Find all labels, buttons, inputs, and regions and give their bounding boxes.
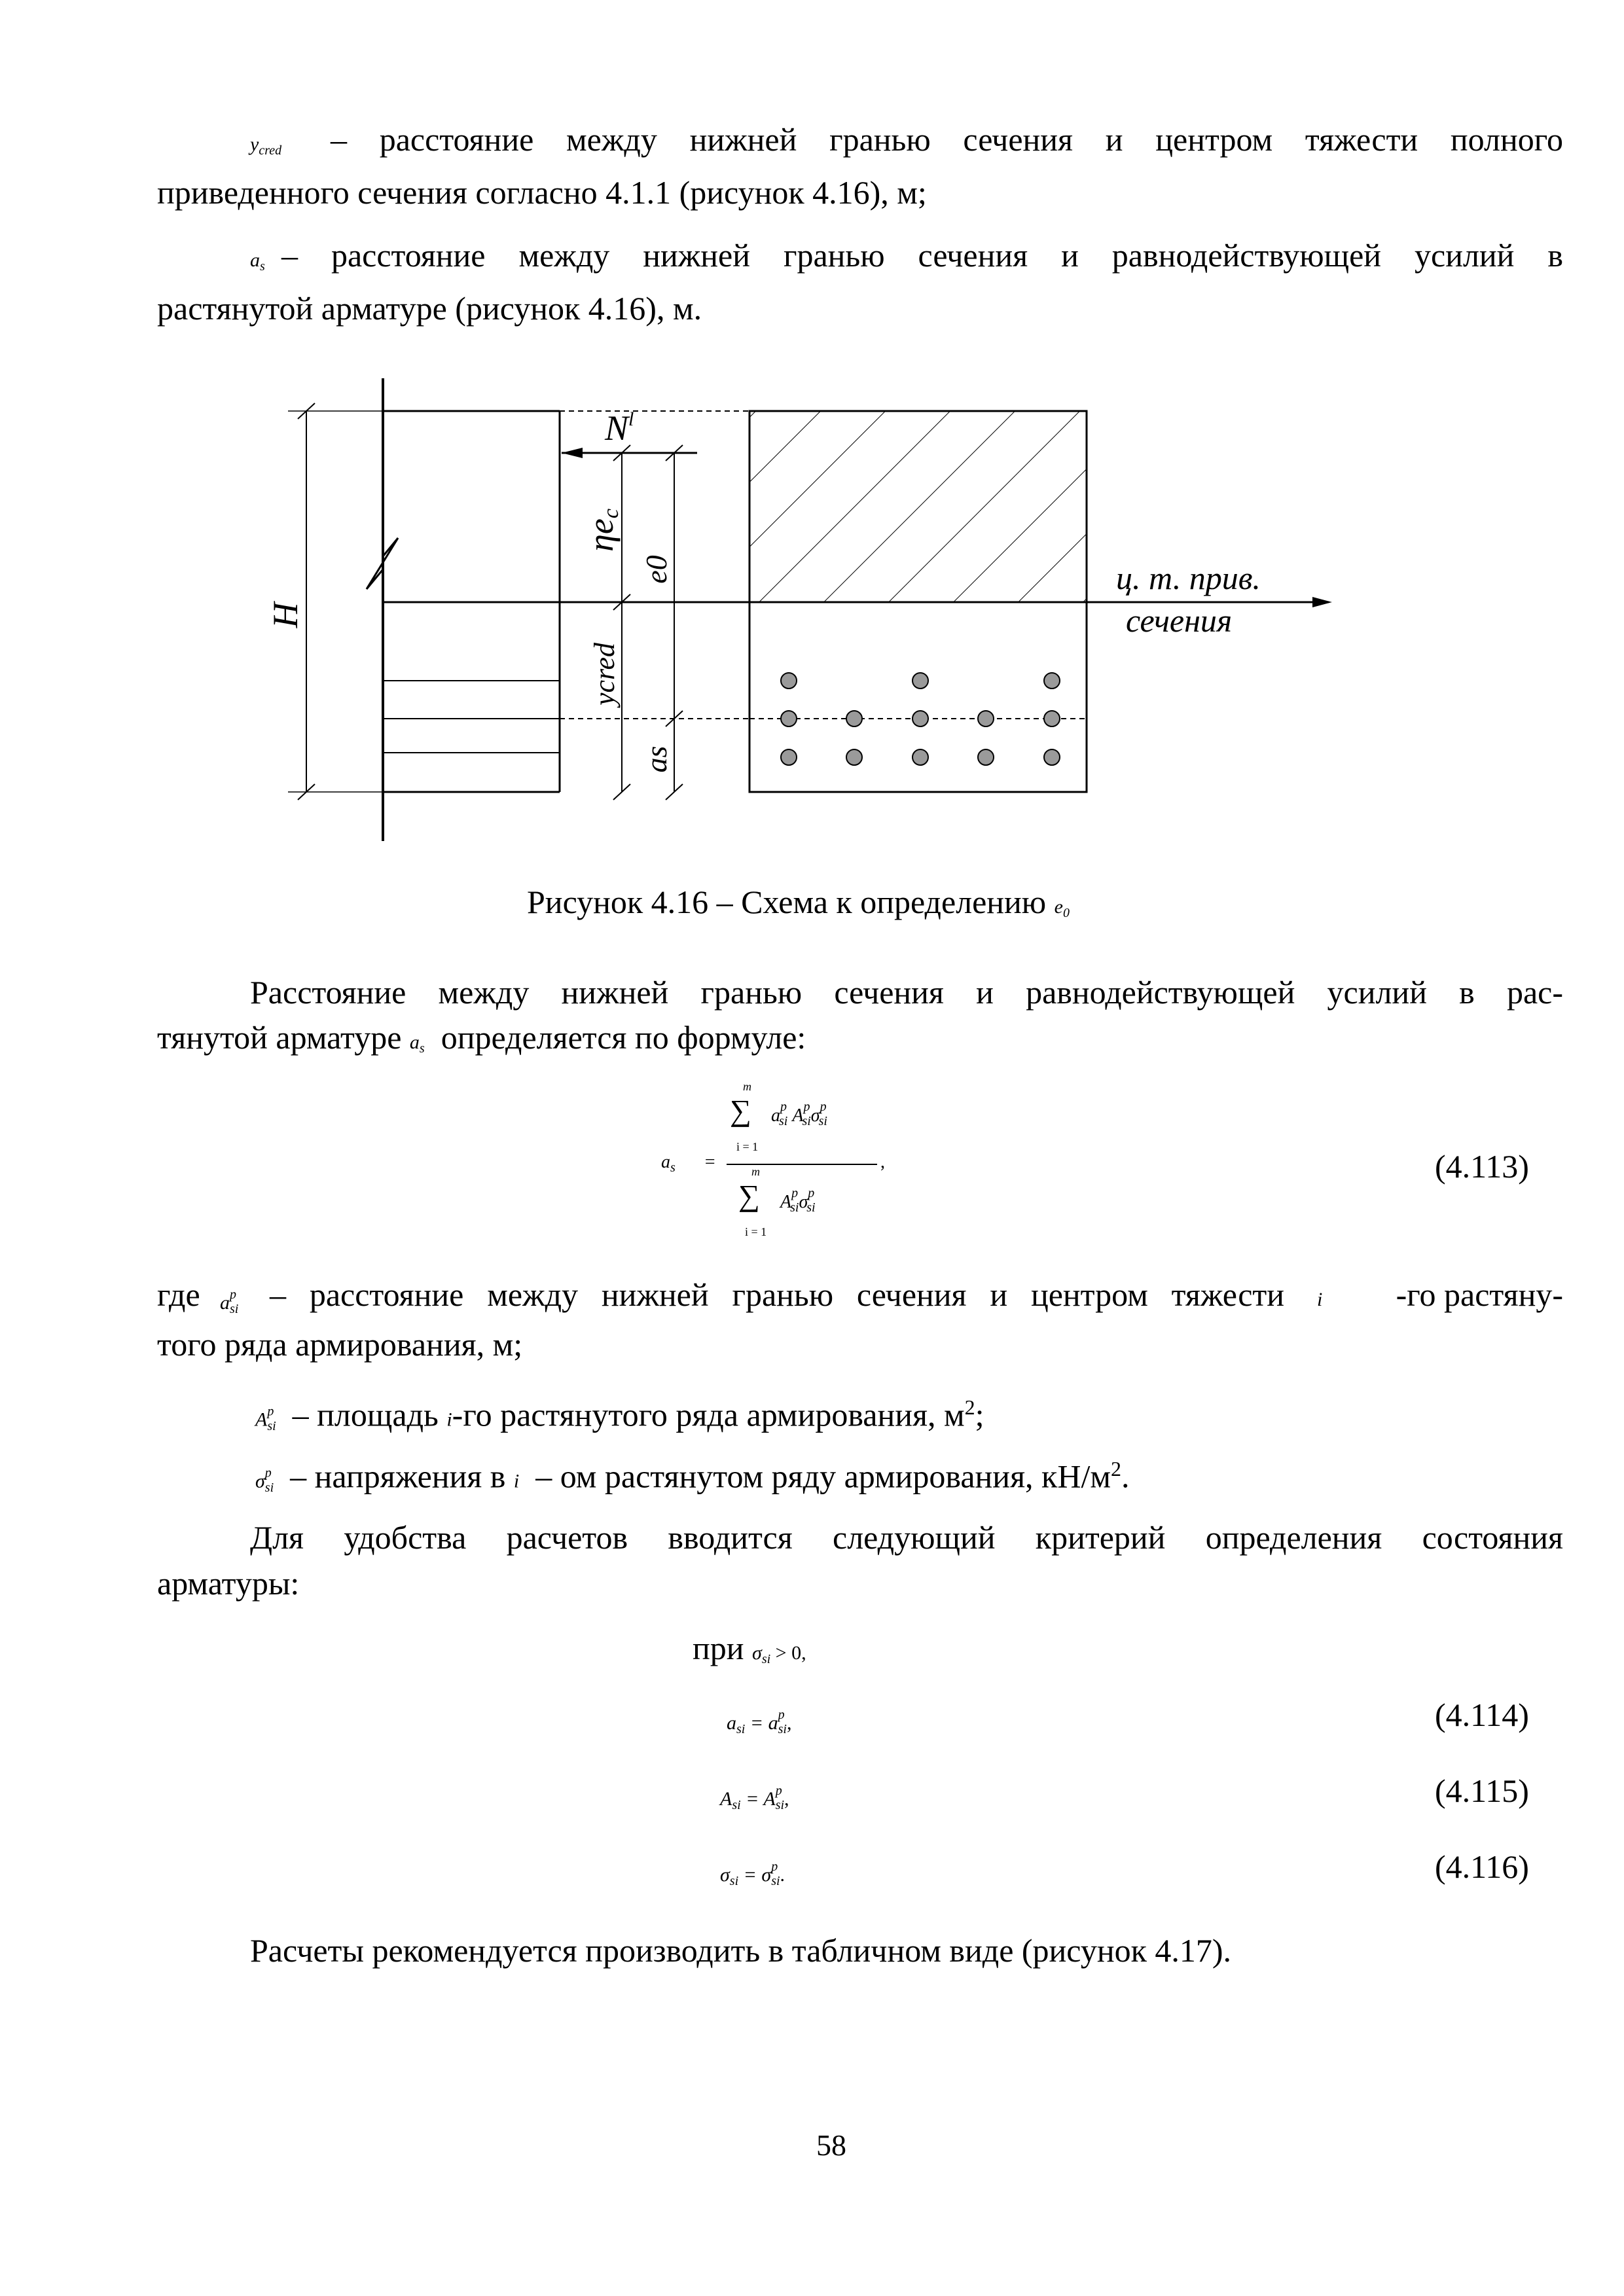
- asi-i-symbol: i: [1317, 1289, 1323, 1310]
- n-label: $N^l$: [605, 408, 634, 448]
- page-number: 58: [816, 2128, 846, 2162]
- centroid-label-line2: сечения: [1126, 602, 1233, 639]
- equation-4-116: $\sigma_{si} = \sigma^p_{si}$.: [720, 1859, 785, 1888]
- condition-pri: при $\sigma_{si} > 0$,: [693, 1630, 806, 1666]
- equation-4-114: $a_{si} = a^p_{si}$,: [727, 1708, 792, 1736]
- Asi-definition: $A^p_{si}$ – площадь i-го растянутого ряда армирования, $м^2$;: [255, 1395, 984, 1433]
- ycred-definition-line2: приведенного сечения согласно 4.1.1 (рисунок 4.16), м;: [157, 174, 927, 211]
- figure-caption: Рисунок 4.16 – Схема к определению $e_0$: [527, 884, 1070, 920]
- as-label: as: [640, 745, 673, 773]
- centroid-label-line1: ц. т. прив.: [1116, 560, 1261, 596]
- equation-number-4-114: (4.114): [1435, 1696, 1529, 1733]
- para1-line1: Расстояние между нижней гранью сечения и равнодействующей усилий в рас-: [250, 974, 1563, 1011]
- asi-definition-b: -го растяну-: [1396, 1276, 1563, 1313]
- where-word: где: [157, 1276, 200, 1313]
- ycred-label: ycred: [588, 642, 621, 706]
- document-page: $y_{cred}$ – расстояние между нижней гранью сечения и центром тяжести полного приведенного сечения согласно 4.1.1 (рисунок 4.16), м; $a_s$ – расстояние между нижней гранью сечения и равнодействующей усилий в растянутой арматуре (рисунок 4.16), м. H $N^l$ ηec e0 ycred as ц. т. прив. сечения Рисунок 4.16 – Схема к определению $e_0$ Расстояние между нижней гранью сечения и равнодействующей усилий в рас- тянутой арматуре $a_s$ определяется по формуле: $a_s$ = m ∑ i = 1 $a^p_{si}$ $A^p_{si}\sigma^p_{si}$ , m ∑ i = 1 $A^p_{si}\sigma^p_{si}$ (4.113) где $a^p_{si}$ – расстояние между нижней гранью сечения и центром тяжести i -го растяну- того ряда армирования, м; $A^p_{si}$ – площадь i-го растянутого ряда армирования, $м^2$; $\sigma^p_{si}$ – напряжения в i – ом растянутом ряду армирования, $кН/м^2$. Для удобства расчетов вводится следующий критерий определения состояния арматуры: при $\sigma_{si} > 0$, $a_{si} = a^p_{si}$, (4.114) $A_{si} = A^p_{si}$, (4.115) $\sigma_{si} = \sigma^p_{si}$. (4.116) Расчеты рекомендуется производить в табличном виде (рисунок 4.17). 58: [0, 0, 1624, 2296]
- equation-4-115: $A_{si} = A^p_{si}$,: [720, 1784, 789, 1812]
- section-compressed-zone: [749, 411, 1087, 602]
- ec-label: ηec: [581, 509, 623, 552]
- asi-symbol: $a^p_{si}$: [220, 1287, 239, 1316]
- rebar-row-3: [781, 749, 1060, 765]
- ssi-definition: $\sigma^p_{si}$ – напряжения в i – ом растянутом ряду армирования, $кН/м^2$.: [255, 1457, 1130, 1495]
- asi-definition-line2: того ряда армирования, м;: [157, 1326, 523, 1363]
- figure-4-16: [0, 0, 1624, 916]
- as-definition-line1: – расстояние между нижней гранью сечения и равнодействующей усилий в: [281, 237, 1563, 274]
- rebar-row-1: [781, 673, 1060, 689]
- as-symbol: $a_s$: [250, 249, 265, 274]
- para2-line1: Для удобства расчетов вводится следующий критерий определения состояния: [250, 1519, 1563, 1556]
- equation-number-4-115: (4.115): [1435, 1772, 1529, 1809]
- ycred-symbol: $y_{cred}$: [250, 134, 282, 158]
- equation-number-4-113: (4.113): [1435, 1148, 1529, 1185]
- para1-line2: тянутой арматуре $a_s$ определяется по формуле:: [157, 1019, 806, 1056]
- break-line: [367, 514, 398, 612]
- para3-line1: Расчеты рекомендуется производить в табличном виде (рисунок 4.17).: [250, 1932, 1232, 1969]
- e0-label: e0: [640, 555, 673, 584]
- h-label: H: [266, 602, 305, 628]
- ycred-definition-line1: – расстояние между нижней гранью сечения и центром тяжести полного: [331, 121, 1563, 158]
- para2-line2: арматуры:: [157, 1565, 300, 1602]
- as-definition-line2: растянутой арматуре (рисунок 4.16), м.: [157, 290, 702, 327]
- equation-number-4-116: (4.116): [1435, 1848, 1529, 1885]
- asi-definition-a: – расстояние между нижней гранью сечения и центром тяжести: [270, 1276, 1284, 1313]
